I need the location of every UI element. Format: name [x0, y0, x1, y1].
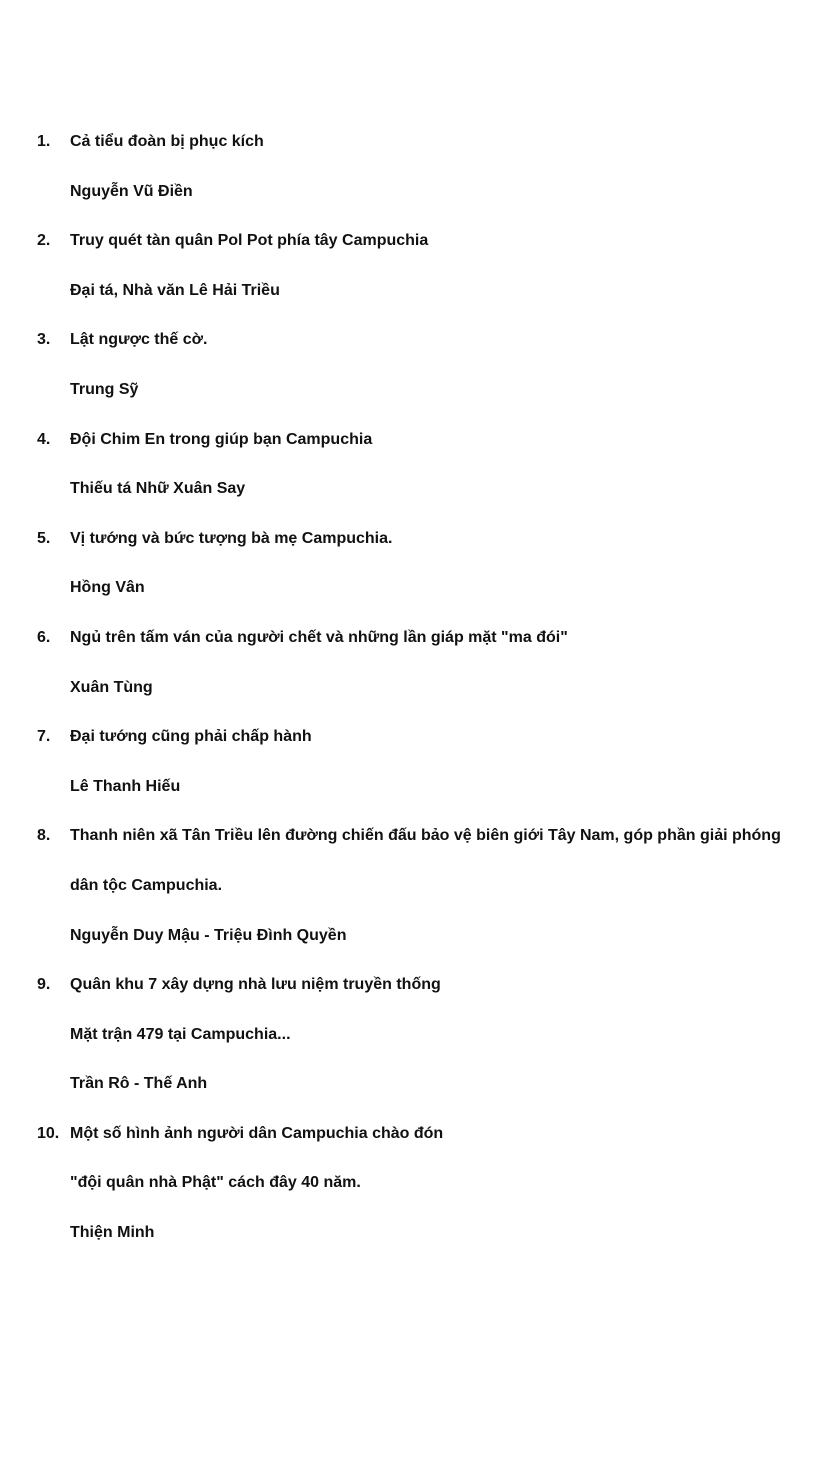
entry-number: 9.	[37, 976, 51, 994]
entry-number: 4.	[37, 430, 51, 448]
entry-author: Trần Rô - Thế Anh	[70, 1075, 208, 1093]
entry-title-line	[0, 426, 828, 476]
toc-entry	[0, 326, 828, 425]
toc-entry	[0, 227, 828, 326]
entry-author: Trung Sỹ	[70, 380, 139, 398]
entry-author: Thiện Minh	[70, 1224, 155, 1242]
entry-title-line	[0, 971, 828, 1021]
entry-title-line	[0, 1120, 828, 1170]
entry-title: Vị tướng và bức tượng bà mẹ Campuchia.	[70, 529, 393, 547]
entry-author: Thiếu tá Nhữ Xuân Say	[70, 480, 246, 498]
entry-number: 5.	[37, 529, 51, 547]
entry-title-continuation: "đội quân nhà Phật" cách đây 40 năm.	[70, 1174, 361, 1192]
entry-number: 2.	[37, 232, 51, 250]
table-of-contents	[0, 128, 828, 1269]
toc-entry	[0, 426, 828, 525]
entry-title-line	[0, 227, 828, 277]
entry-number: 6.	[37, 628, 51, 646]
entry-title: Lật ngược thế cờ.	[70, 331, 208, 349]
entry-title: Ngủ trên tấm ván của người chết và những lần giáp mặt "ma đói"	[70, 628, 568, 646]
entry-title-line	[0, 326, 828, 376]
entry-author: Lê Thanh Hiếu	[70, 777, 181, 795]
entry-number: 8.	[37, 827, 51, 845]
entry-title: Truy quét tàn quân Pol Pot phía tây Campuchia	[70, 232, 429, 250]
entry-author: Đại tá, Nhà văn Lê Hải Triều	[70, 281, 280, 299]
entry-title: Thanh niên xã Tân Triều lên đường chiến đấu bảo vệ biên giới Tây Nam, góp phần giải phóng	[70, 827, 781, 845]
entry-number: 10.	[37, 1124, 60, 1142]
toc-entry	[0, 1120, 828, 1269]
entry-title-line	[0, 624, 828, 674]
toc-entry	[0, 128, 828, 227]
toc-entry	[0, 822, 828, 971]
entry-title: Đại tướng cũng phải chấp hành	[70, 728, 312, 746]
entry-title-line	[0, 822, 828, 872]
toc-entry	[0, 624, 828, 723]
entry-title-continuation: dân tộc Campuchia.	[70, 876, 223, 894]
toc-entry	[0, 971, 828, 1120]
entry-title: Đội Chim En trong giúp bạn Campuchia	[70, 430, 373, 448]
entry-title-line	[0, 128, 828, 178]
entry-number: 3.	[37, 331, 51, 349]
entry-title-line	[0, 723, 828, 773]
entry-title-line	[0, 525, 828, 575]
toc-entry	[0, 723, 828, 822]
entry-title-continuation: Mặt trận 479 tại Campuchia...	[70, 1025, 291, 1043]
entry-number: 1.	[37, 133, 51, 150]
entry-title: Quân khu 7 xây dựng nhà lưu niệm truyền thống	[70, 976, 441, 994]
entry-title: Một số hình ảnh người dân Campuchia chào đón	[70, 1124, 444, 1142]
entry-author: Hồng Vân	[70, 579, 145, 597]
entry-author: Xuân Tùng	[70, 678, 153, 696]
toc-entry	[0, 525, 828, 624]
entry-number: 7.	[37, 728, 51, 746]
entry-author: Nguyễn Duy Mậu - Triệu Đình Quyền	[70, 926, 347, 944]
entry-title: Cả tiểu đoàn bị phục kích	[70, 133, 264, 150]
entry-author: Nguyễn Vũ Điền	[70, 182, 193, 200]
